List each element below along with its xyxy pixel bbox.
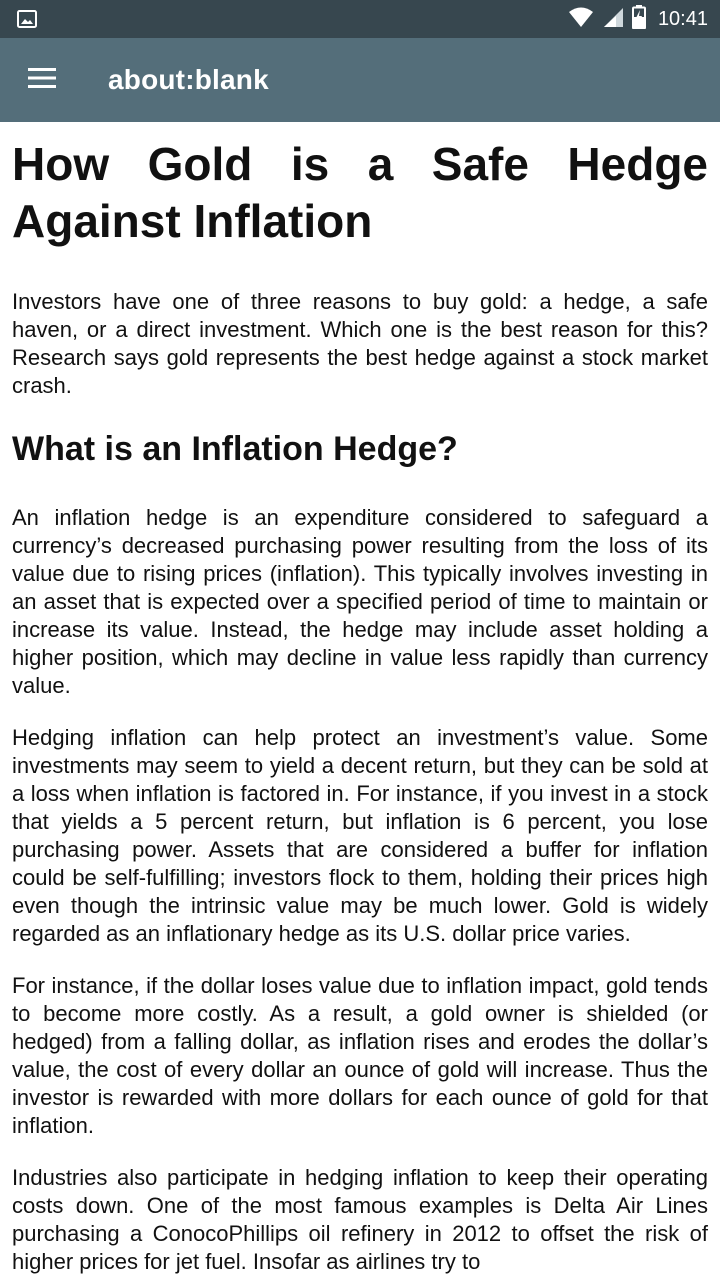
- cell-signal-icon: [602, 6, 624, 33]
- status-bar: [0, 0, 720, 38]
- article-paragraph: Industries also participate in hedging inflation to keep their operating costs down. One of the most famous examples is Delta Air Lines purchasing a ConocoPhillips oil refinery in 2012 to offset the risk of higher prices for jet fuel. Insofar as airlines try to: [12, 1165, 708, 1274]
- page-title: about:blank: [108, 64, 269, 95]
- article-intro: Investors have one of three reasons to buy gold: a hedge, a safe haven, or a direct investment. Which one is the best reason for this? Research says gold represents the best hedge against a stock market crash.: [12, 289, 708, 398]
- status-icons: [568, 0, 708, 38]
- section-heading: What is an Inflation Hedge?: [12, 430, 458, 468]
- article-paragraph: For instance, if the dollar loses value due to inflation impact, gold tends to become more costly. As a result, a gold owner is shielded (or hedged) from a falling dollar, as inflation rises and erodes the dollar’s value, the cost of every dollar an ounce of gold will increase. Thus the investor is rewarded with more dollars for each ounce of gold for that inflation.: [12, 973, 708, 1138]
- article-title: How Gold is a Safe Hedge Against Inflation: [12, 138, 708, 247]
- wifi-icon: [568, 6, 594, 33]
- battery-charging-icon: [632, 5, 646, 34]
- article-paragraph: An inflation hedge is an expenditure considered to safeguard a currency’s decreased purchasing power resulting from the loss of its value due to rising prices (inflation). This typically involves investing in an asset that is expected over a specified period of time to maintain or increase its value. Instead, the hedge may include asset holding a higher position, which may decline in value less rapidly than currency value.: [12, 505, 708, 698]
- article-content[interactable]: [12, 122, 708, 1276]
- image-notification-icon: [17, 10, 37, 28]
- app-bar: [0, 38, 720, 122]
- menu-button[interactable]: [14, 52, 70, 108]
- hamburger-menu-icon: [28, 67, 56, 94]
- status-time: 10:41: [657, 7, 708, 30]
- article-paragraph: Hedging inflation can help protect an investment’s value. Some investments may seem to yield a decent return, but they can be sold at a loss when inflation is factored in. For instance, if you invest in a stock that yields a 5 percent return, but inflation is 6 percent, you lose purchasing power. Assets that are considered a buffer for inflation could be self-fulfilling; investors flock to them, holding their prices high even though the intrinsic value may be much lower. Gold is widely regarded as an inflationary hedge as its U.S. dollar price varies.: [12, 725, 708, 946]
